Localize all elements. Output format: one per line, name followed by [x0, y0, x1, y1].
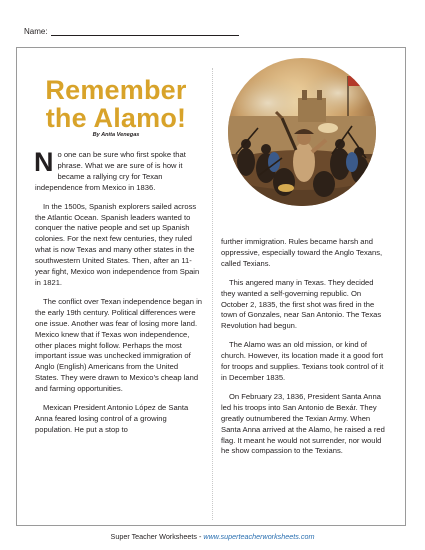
paragraph-2: In the 1500s, Spanish explorers sailed across the Atlantic Ocean. Spanish leaders wanted to conquer the native people and set up Spanish colonies. For the next few centuries, they ruled what is now Texas and many other states in the southwestern United States. Then, after an 11-year fight, Mexico won independence from Spain in 1821. [35, 201, 200, 287]
byline: By Anita Venegas [92, 132, 140, 138]
column-divider [212, 68, 213, 520]
paragraph-4-continued: further immigration. Rules became harsh and oppressive, especially toward the Anglo Texans, called Texians. [221, 237, 383, 268]
footer-url-link[interactable]: www.superteacherworksheets.com [203, 532, 315, 541]
name-label: Name: [24, 27, 48, 36]
paragraph-3: The conflict over Texan independence began in the early 19th century. Political differences were one issue. Another was fear of losing more land. Mexico knew that if Texas won independence, other places might follow. Perhaps the most important issue was unchecked immigration of Anglo (English) Americans from the United States. They were drawn to Mexico’s cheap land and farming opportunities. [35, 296, 203, 394]
name-line [24, 27, 239, 36]
alamo-battle-painting [228, 58, 376, 206]
painting-illustration [228, 58, 376, 206]
footer-brand: Super Teacher Worksheets [110, 532, 197, 541]
paragraph-4: Mexican President Antonio López de Santa Anna feared losing control of a growing population. He put a stop to [35, 403, 189, 434]
title-line-2: the Alamo! [45, 103, 187, 133]
paragraph-6: The Alamo was an old mission, or kind of church. However, its location made it a good fort for troops and supplies. Texians took control of it in December 1835. [221, 340, 384, 382]
article-column-left [34, 147, 203, 444]
article-title [36, 76, 196, 132]
name-blank[interactable] [51, 27, 239, 36]
paragraph-7: On February 23, 1836, President Santa Anna led his troops into San Antonio de Bexár. They greatly outnumbered the Texian Army. When Santa Anna arrived at the Alamo, he raised a red flag. It meant he would not surrender, nor would he show compassion to the Texians. [221, 391, 385, 456]
article-column-right [221, 237, 389, 465]
drop-cap: N [34, 147, 54, 177]
paragraph-1 [34, 147, 203, 194]
footer-separator: - [196, 532, 204, 541]
paragraph-5: This angered many in Texas. They decided they wanted a self-governing republic. On October 2, 1835, the first shot was fired in the town of Gonzales, near San Antonio. The Texas Revolution had begun. [221, 277, 382, 331]
footer [0, 532, 425, 541]
paragraph-1-text: o one can be sure who first spoke that phrase. What we are sure of is how it became a rallying cry for Texan independence from Mexico in 1836. [35, 150, 186, 192]
title-line-1: Remember [45, 75, 187, 105]
